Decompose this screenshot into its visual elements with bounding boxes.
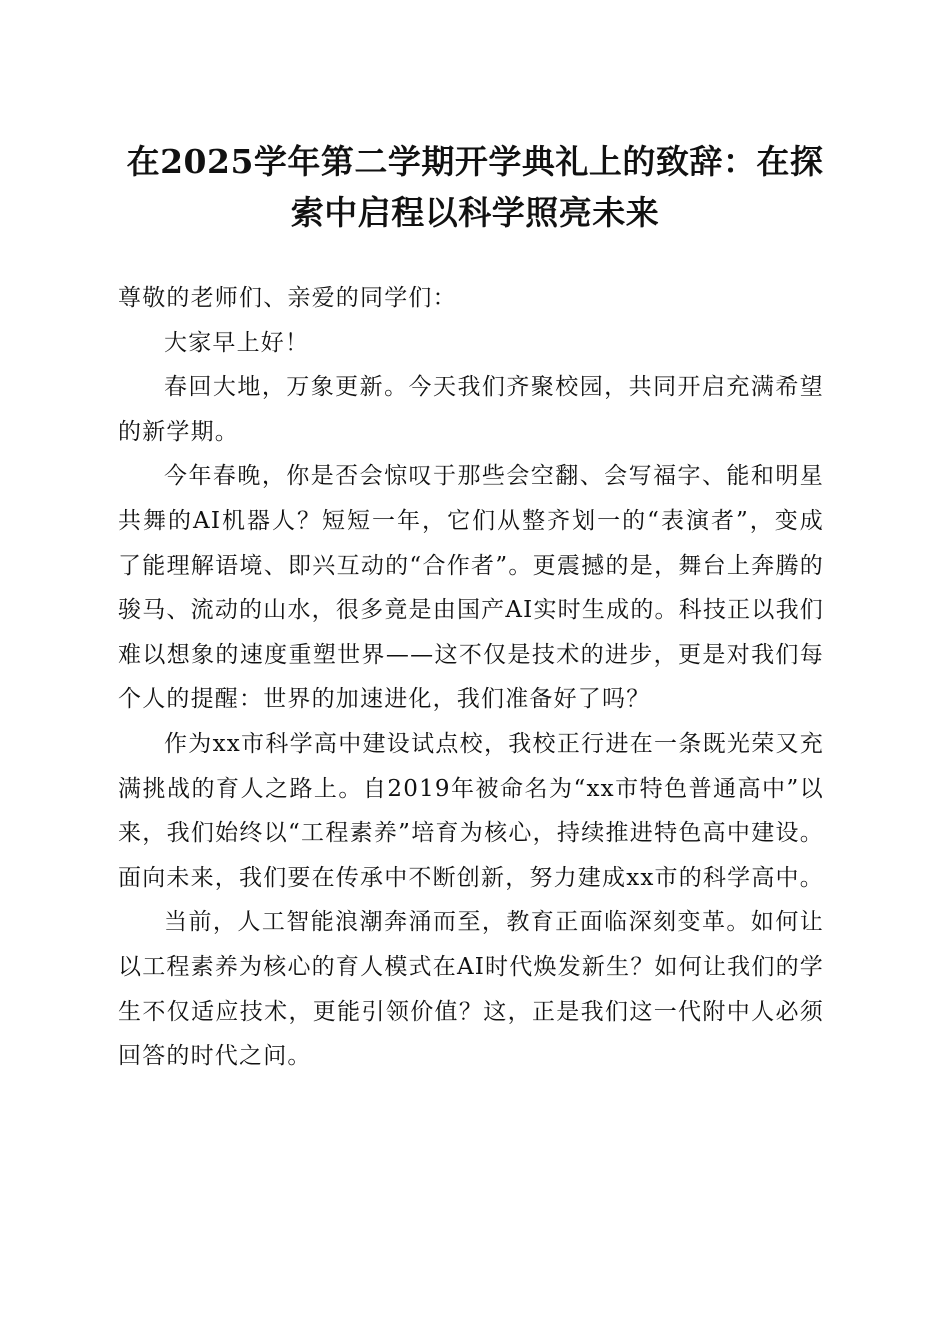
greeting: 大家早上好！ — [164, 329, 310, 356]
paragraph: 春回大地，万象更新。今天我们齐聚校园，共同开启充满希望的新学期。 — [118, 374, 824, 445]
paragraph: 今年春晚，你是否会惊叹于那些会空翻、会写福字、能和明星共舞的AI机器人？短短一年，它们从整齐划一的“表演者”，变成了能理解语境、即兴互动的“合作者”。更震撼的是，舞台上奔腾的骏马、流动的山水，很多竟是由国产AI实时生成的。科技正以我们难以想象的速度重塑世界——这不仅是技术的进步，更是对我们每个人的提醒：世界的加速进化，我们准备好了吗？ — [118, 463, 824, 713]
paragraph: 当前，人工智能浪潮奔涌而至，教育正面临深刻变革。如何让以工程素养为核心的育人模式在AI时代焕发新生？如何让我们的学生不仅适应技术，更能引领价值？这，正是我们这一代附中人必须回答的时代之问。 — [118, 909, 824, 1070]
paragraph: 作为xx市科学高中建设试点校，我校正行进在一条既光荣又充满挑战的育人之路上。自2019年被命名为“xx市特色普通高中”以来，我们始终以“工程素养”培育为核心，持续推进特色高中建设。面向未来，我们要在传承中不断创新，努力建成xx市的科学高中。 — [118, 730, 824, 891]
document-title: 在2025学年第二学期开学典礼上的致辞：在探索中启程以科学照亮未来 — [126, 142, 824, 232]
salutation: 尊敬的老师们、亲爱的同学们： — [118, 285, 457, 311]
document-body — [118, 276, 824, 1079]
